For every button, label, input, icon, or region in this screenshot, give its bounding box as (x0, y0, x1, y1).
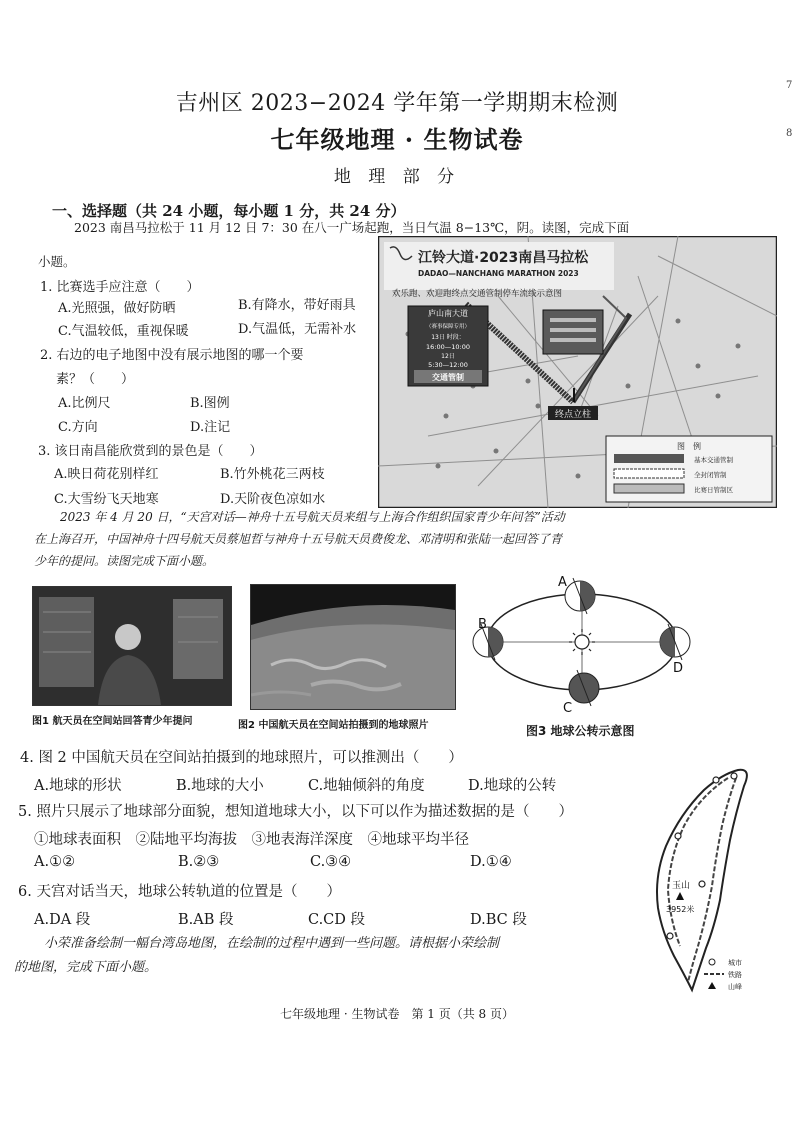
legend-item: 基本交通管制 (694, 456, 733, 464)
box1-sub: （赛事保障专用） (425, 324, 471, 330)
q4-option-d: D.地球的公转 (468, 778, 557, 794)
peak-legend-icon (708, 982, 716, 989)
exam-subtitle: 七年级地理 · 生物试卷 (270, 125, 524, 154)
q1-option-b: B.有降水，带好雨具 (238, 298, 356, 313)
question-3-stem: 3. 该日南昌能欣赏到的景色是（ ） (38, 444, 263, 459)
edge-mark-top: 7 (786, 80, 793, 91)
legend-item: 全封闭管制 (694, 471, 727, 479)
fig1-caption: 图1 航天员在空间站回答青少年提问 (32, 716, 193, 727)
city-marker (731, 773, 737, 779)
intro-taiwan: 小荣准备绘制一幅台湾岛地图，在绘制的过程中遇到一些问题。请根据小荣绘制 (44, 936, 500, 951)
question-2-stem: 2. 右边的电子地图中没有展示地图的哪一个要 (40, 348, 304, 363)
map-title: 江铃大道·2023南昌马拉松 (418, 250, 589, 266)
q6-option-a: A.DA 段 (34, 912, 91, 928)
q5-option-b: B.②③ (178, 854, 220, 870)
q1-option-c: C.气温较低，重视保暖 (58, 324, 189, 339)
taiwan-map-graphic (640, 760, 788, 1000)
q6-option-b: B.AB 段 (178, 912, 234, 928)
question-5-stem: 5. 照片只展示了地球部分面貌，想知道地球大小，以下可以作为描述数据的是（ ） (18, 804, 573, 820)
q6-option-c: C.CD 段 (308, 912, 366, 928)
q4-option-c: C.地轴倾斜的角度 (308, 778, 425, 794)
page-footer: 七年级地理 · 生物试卷 第 1 页（共 8 页） (280, 1007, 514, 1021)
marathon-map-graphic (378, 236, 777, 508)
q2-option-a: A.比例尺 (58, 396, 111, 411)
orbit-diagram (470, 570, 700, 720)
section-name: 地 理 部 分 (333, 167, 461, 187)
orbit-label-c: C (563, 701, 573, 716)
q2-option-c: C.方向 (58, 420, 98, 435)
city-marker (713, 777, 719, 783)
legend-railway: 铁路 (728, 971, 742, 979)
fig3-caption: 图3 地球公转示意图 (526, 724, 635, 738)
box1-line: 5:30—12:00 (428, 361, 468, 369)
intro-space: 2023 年 4 月 20 日，“天宫对话—神舟十五号航天员来组与上海合作组织国家青少年问答”活动 (60, 510, 565, 524)
question-4-stem: 4. 图 2 中国航天员在空间站拍摄到的地球照片，可以推测出（ ） (20, 750, 463, 766)
orbit-diagram-graphic (470, 570, 700, 720)
orbit-label-a: A (558, 575, 567, 590)
city-marker (667, 933, 673, 939)
q3-option-a: A.映日荷花别样红 (54, 467, 159, 482)
question-6-stem: 6. 天宫对话当天，地球公转轨道的位置是（ ） (18, 884, 341, 900)
earth-photo-graphic (251, 585, 455, 709)
q6-option-d: D.BC 段 (470, 912, 527, 928)
city-legend-icon (709, 959, 715, 965)
box1-line: 16:00—10:00 (426, 343, 470, 351)
intro-line: 2023 南昌马拉松于 11 月 12 日 7：30 在八一广场起跑，当日气温 8−13℃，阴。读图，完成下面 (74, 220, 630, 235)
island-outline (657, 770, 747, 990)
q5-option-a: A.①② (34, 854, 76, 870)
city-marker (675, 833, 681, 839)
astronaut-photo-graphic (33, 587, 231, 705)
q1-option-d: D.气温低，无需补水 (238, 322, 357, 337)
fig2-caption: 图2 中国航天员在空间站拍摄到的地球照片 (238, 720, 429, 731)
box1-line: 12日 (441, 353, 455, 360)
intro-marathon (74, 220, 764, 236)
intro-space: 少年的提问。读图完成下面小题。 (34, 554, 215, 568)
q4-option-b: B.地球的大小 (176, 778, 264, 794)
finish-label: 终点立柱 (554, 410, 592, 420)
exam-title: 吉州区 2023−2024 学年第一学期期末检测 (175, 91, 619, 116)
legend-peak: 山峰 (728, 983, 742, 991)
legend-title: 图 例 (677, 442, 701, 451)
box1-line: 13日 时段： (431, 334, 465, 341)
marathon-map (378, 236, 777, 508)
q4-option-a: A.地球的形状 (34, 778, 122, 794)
q5-option-c: C.③④ (310, 854, 352, 870)
box1-title: 庐山南大道 (428, 309, 468, 318)
q2-option-b: B.图例 (190, 396, 230, 411)
section-heading: 一、选择题（共 24 小题，每小题 1 分，共 24 分） (52, 202, 406, 220)
earth-position-c (569, 670, 599, 706)
legend-city: 城市 (728, 959, 742, 967)
legend-item: 比赛日管制区 (694, 486, 733, 494)
orbit-label-d: D (673, 661, 684, 676)
q1-option-a: A.光照强，做好防晒 (58, 301, 176, 316)
city-marker (699, 881, 705, 887)
map-subtitle: DADAO—NANCHANG MARATHON 2023 (418, 269, 579, 278)
box1-line: 交通管制 (432, 373, 464, 382)
intro-space: 在上海召开，中国神舟十四号航天员蔡旭哲与神舟十五号航天员费俊龙、邓清明和张陆一起回答了青 (34, 532, 563, 546)
q5-option-d: D.①④ (470, 854, 512, 870)
map-banner: 欢乐跑、欢迎跑终点交通管制停车流线示意图 (392, 289, 563, 299)
earth-photo (250, 584, 456, 710)
edge-mark-bottom: 8 (786, 128, 793, 139)
question-2-stem-cont: 素？（ ） (56, 372, 135, 387)
q2-option-d: D.注记 (190, 420, 231, 435)
earth-position-d (660, 624, 690, 660)
peak-elevation: 3952米 (666, 905, 695, 914)
astronaut-photo (32, 586, 232, 706)
intro-taiwan: 的地图，完成下面小题。 (14, 960, 158, 975)
q3-option-c: C.大雪纷飞天地寒 (54, 492, 159, 507)
q3-option-d: D.天阶夜色凉如水 (220, 492, 326, 507)
peak-name: 玉山 (672, 881, 691, 891)
intro-line: 小题。 (38, 254, 76, 269)
earth-position-a (565, 578, 595, 614)
orbit-label-b: B (478, 617, 487, 632)
question-1-stem: 1. 比赛选手应注意（ ） (40, 280, 200, 295)
q3-option-b: B.竹外桃花三两枝 (220, 467, 325, 482)
taiwan-map (640, 760, 788, 1000)
q5-items: ①地球表面积 ②陆地平均海拔 ③地表海洋深度 ④地球平均半径 (34, 832, 469, 848)
